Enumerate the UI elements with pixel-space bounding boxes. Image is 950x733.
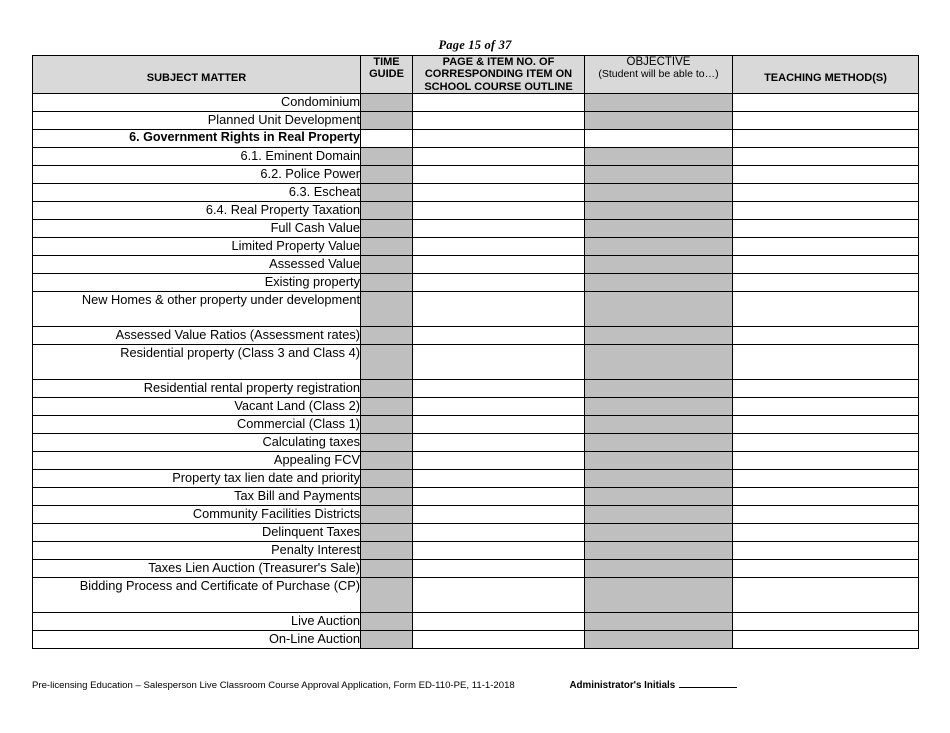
column-header-time-line1: TIME	[373, 56, 400, 68]
column-header-page-item-line2: CORRESPONDING ITEM ON	[424, 68, 573, 81]
page-item-cell[interactable]	[413, 273, 585, 291]
subject-matter-cell: Bidding Process and Certificate of Purchase (CP)	[33, 577, 361, 612]
column-header-page-item-line3: SCHOOL COURSE OUTLINE	[424, 80, 573, 93]
time-guide-cell	[361, 93, 413, 111]
column-header-objective-title: OBJECTIVE	[626, 56, 691, 68]
objective-cell	[585, 219, 733, 237]
table-row	[33, 111, 919, 129]
objective-cell	[585, 165, 733, 183]
objective-cell	[585, 291, 733, 326]
page-item-cell[interactable]	[413, 433, 585, 451]
page-item-cell[interactable]	[413, 577, 585, 612]
objective-cell	[585, 326, 733, 344]
page-item-cell[interactable]	[413, 219, 585, 237]
subject-matter-cell: 6.4. Real Property Taxation	[33, 201, 361, 219]
time-guide-cell	[361, 237, 413, 255]
time-guide-cell[interactable]	[361, 129, 413, 147]
course-outline-table	[32, 55, 919, 649]
objective-cell	[585, 541, 733, 559]
time-guide-cell	[361, 577, 413, 612]
objective-cell	[585, 147, 733, 165]
column-header-time-line2: GUIDE	[369, 68, 404, 81]
subject-matter-cell: Taxes Lien Auction (Treasurer's Sale)	[33, 559, 361, 577]
subject-matter-cell: Delinquent Taxes	[33, 523, 361, 541]
teaching-method-cell[interactable]	[733, 201, 919, 219]
subject-matter-cell: 6. Government Rights in Real Property	[33, 129, 361, 147]
time-guide-cell	[361, 469, 413, 487]
teaching-method-cell[interactable]	[733, 237, 919, 255]
teaching-method-cell[interactable]	[733, 183, 919, 201]
objective-cell	[585, 487, 733, 505]
teaching-method-cell[interactable]	[733, 255, 919, 273]
table-header	[33, 56, 919, 94]
subject-matter-cell: Commercial (Class 1)	[33, 415, 361, 433]
page-item-cell[interactable]	[413, 523, 585, 541]
time-guide-cell	[361, 273, 413, 291]
column-header-teaching-methods: TEACHING METHOD(S)	[733, 56, 919, 94]
table-row	[33, 273, 919, 291]
objective-cell	[585, 630, 733, 648]
teaching-method-cell[interactable]	[733, 630, 919, 648]
subject-matter-cell: Assessed Value	[33, 255, 361, 273]
page-item-cell[interactable]	[413, 415, 585, 433]
footer-initials-label	[569, 678, 737, 691]
table-row	[33, 630, 919, 648]
table-row	[33, 487, 919, 505]
subject-matter-cell: Live Auction	[33, 612, 361, 630]
subject-matter-cell: Assessed Value Ratios (Assessment rates)	[33, 326, 361, 344]
table-row	[33, 451, 919, 469]
table-row	[33, 559, 919, 577]
table-row	[33, 541, 919, 559]
teaching-method-cell[interactable]	[733, 469, 919, 487]
time-guide-cell	[361, 326, 413, 344]
objective-cell	[585, 469, 733, 487]
teaching-method-cell[interactable]	[733, 397, 919, 415]
page-item-cell[interactable]	[413, 541, 585, 559]
page-item-cell[interactable]	[413, 201, 585, 219]
time-guide-cell	[361, 505, 413, 523]
objective-cell	[585, 273, 733, 291]
teaching-method-cell[interactable]	[733, 326, 919, 344]
page-item-cell[interactable]	[413, 237, 585, 255]
subject-matter-cell: Condominium	[33, 93, 361, 111]
subject-matter-cell: Planned Unit Development	[33, 111, 361, 129]
table-row	[33, 379, 919, 397]
time-guide-cell	[361, 630, 413, 648]
objective-cell	[585, 451, 733, 469]
time-guide-cell	[361, 291, 413, 326]
objective-cell	[585, 255, 733, 273]
table-row	[33, 612, 919, 630]
teaching-method-cell[interactable]	[733, 523, 919, 541]
objective-cell	[585, 577, 733, 612]
teaching-method-cell[interactable]	[733, 541, 919, 559]
time-guide-cell	[361, 201, 413, 219]
table-row	[33, 183, 919, 201]
teaching-method-cell[interactable]	[733, 379, 919, 397]
time-guide-cell	[361, 487, 413, 505]
column-header-subject-matter: SUBJECT MATTER	[33, 56, 361, 94]
time-guide-cell	[361, 147, 413, 165]
objective-cell	[585, 379, 733, 397]
page-item-cell[interactable]	[413, 630, 585, 648]
teaching-method-cell[interactable]	[733, 165, 919, 183]
page-item-cell[interactable]	[413, 255, 585, 273]
page-item-cell[interactable]	[413, 612, 585, 630]
subject-matter-cell: Penalty Interest	[33, 541, 361, 559]
page-item-cell[interactable]	[413, 129, 585, 147]
footer-initials-text: Administrator's Initials	[569, 680, 676, 691]
subject-matter-cell: Existing property	[33, 273, 361, 291]
page-number-header: Page 15 of 37	[438, 38, 512, 52]
subject-matter-cell: 6.3. Escheat	[33, 183, 361, 201]
objective-cell	[585, 433, 733, 451]
objective-cell	[585, 415, 733, 433]
page-item-cell[interactable]	[413, 291, 585, 326]
teaching-method-cell[interactable]	[733, 93, 919, 111]
column-header-objective	[585, 56, 733, 94]
subject-matter-cell: Vacant Land (Class 2)	[33, 397, 361, 415]
table-row	[33, 93, 919, 111]
table-row	[33, 326, 919, 344]
time-guide-cell	[361, 433, 413, 451]
objective-cell	[585, 344, 733, 379]
time-guide-cell	[361, 111, 413, 129]
page-item-cell[interactable]	[413, 451, 585, 469]
page-footer	[32, 678, 918, 691]
objective-cell	[585, 183, 733, 201]
objective-cell	[585, 237, 733, 255]
subject-matter-cell: Full Cash Value	[33, 219, 361, 237]
table-row	[33, 291, 919, 326]
teaching-method-cell[interactable]	[733, 433, 919, 451]
time-guide-cell	[361, 541, 413, 559]
teaching-method-cell[interactable]	[733, 129, 919, 147]
teaching-method-cell[interactable]	[733, 273, 919, 291]
objective-cell	[585, 111, 733, 129]
page-item-cell[interactable]	[413, 397, 585, 415]
subject-matter-cell: Appealing FCV	[33, 451, 361, 469]
objective-cell	[585, 612, 733, 630]
teaching-method-cell[interactable]	[733, 291, 919, 326]
objective-cell	[585, 559, 733, 577]
teaching-method-cell[interactable]	[733, 111, 919, 129]
table-row	[33, 165, 919, 183]
page-item-cell[interactable]	[413, 487, 585, 505]
page-item-cell[interactable]	[413, 469, 585, 487]
time-guide-cell	[361, 379, 413, 397]
subject-matter-cell: Community Facilities Districts	[33, 505, 361, 523]
teaching-method-cell[interactable]	[733, 219, 919, 237]
time-guide-cell	[361, 219, 413, 237]
subject-matter-cell: 6.1. Eminent Domain	[33, 147, 361, 165]
teaching-method-cell[interactable]	[733, 415, 919, 433]
page-item-cell[interactable]	[413, 326, 585, 344]
subject-matter-cell: Property tax lien date and priority	[33, 469, 361, 487]
column-header-time-guide	[361, 56, 413, 94]
time-guide-cell	[361, 165, 413, 183]
time-guide-cell	[361, 397, 413, 415]
time-guide-cell	[361, 344, 413, 379]
objective-cell	[585, 397, 733, 415]
teaching-method-cell[interactable]	[733, 612, 919, 630]
objective-cell	[585, 201, 733, 219]
time-guide-cell	[361, 183, 413, 201]
teaching-method-cell[interactable]	[733, 505, 919, 523]
table-body	[33, 93, 919, 648]
subject-matter-cell: New Homes & other property under development	[33, 291, 361, 326]
table-row	[33, 469, 919, 487]
page-item-cell[interactable]	[413, 559, 585, 577]
teaching-method-cell[interactable]	[733, 344, 919, 379]
page-item-cell[interactable]	[413, 505, 585, 523]
subject-matter-cell: Residential property (Class 3 and Class 4)	[33, 344, 361, 379]
time-guide-cell	[361, 559, 413, 577]
page-item-cell[interactable]	[413, 165, 585, 183]
page-item-cell[interactable]	[413, 93, 585, 111]
time-guide-cell	[361, 523, 413, 541]
table-row	[33, 147, 919, 165]
subject-matter-cell: On-Line Auction	[33, 630, 361, 648]
subject-matter-cell: 6.2. Police Power	[33, 165, 361, 183]
objective-cell	[585, 505, 733, 523]
column-header-objective-sub: (Student will be able to…)	[598, 67, 719, 80]
table-row	[33, 129, 919, 147]
footer-initials-blank[interactable]	[679, 678, 737, 688]
table-row	[33, 201, 919, 219]
table-row	[33, 397, 919, 415]
table-row	[33, 344, 919, 379]
page-item-cell[interactable]	[413, 344, 585, 379]
objective-cell	[585, 523, 733, 541]
column-header-page-item-line1: PAGE & ITEM NO. OF	[442, 56, 555, 68]
time-guide-cell	[361, 255, 413, 273]
subject-matter-cell: Residential rental property registration	[33, 379, 361, 397]
subject-matter-cell: Calculating taxes	[33, 433, 361, 451]
table-row	[33, 219, 919, 237]
table-row	[33, 415, 919, 433]
teaching-method-cell[interactable]	[733, 577, 919, 612]
teaching-method-cell[interactable]	[733, 451, 919, 469]
objective-cell	[585, 93, 733, 111]
table-row	[33, 237, 919, 255]
subject-matter-cell: Limited Property Value	[33, 237, 361, 255]
page-item-cell[interactable]	[413, 147, 585, 165]
objective-cell[interactable]	[585, 129, 733, 147]
page-item-cell[interactable]	[413, 379, 585, 397]
column-header-page-item	[413, 56, 585, 94]
teaching-method-cell[interactable]	[733, 559, 919, 577]
time-guide-cell	[361, 415, 413, 433]
table-header-row	[33, 56, 919, 94]
page-item-cell[interactable]	[413, 183, 585, 201]
footer-form-reference: Pre-licensing Education – Salesperson Live Classroom Course Approval Application, Form ED-110-PE, 11-1-2018	[32, 680, 515, 691]
table-row	[33, 523, 919, 541]
teaching-method-cell[interactable]	[733, 487, 919, 505]
time-guide-cell	[361, 451, 413, 469]
time-guide-cell	[361, 612, 413, 630]
teaching-method-cell[interactable]	[733, 147, 919, 165]
table-row	[33, 255, 919, 273]
table-row	[33, 433, 919, 451]
page-item-cell[interactable]	[413, 111, 585, 129]
table-row	[33, 505, 919, 523]
course-outline-table-wrapper	[32, 55, 918, 649]
subject-matter-cell: Tax Bill and Payments	[33, 487, 361, 505]
table-row	[33, 577, 919, 612]
